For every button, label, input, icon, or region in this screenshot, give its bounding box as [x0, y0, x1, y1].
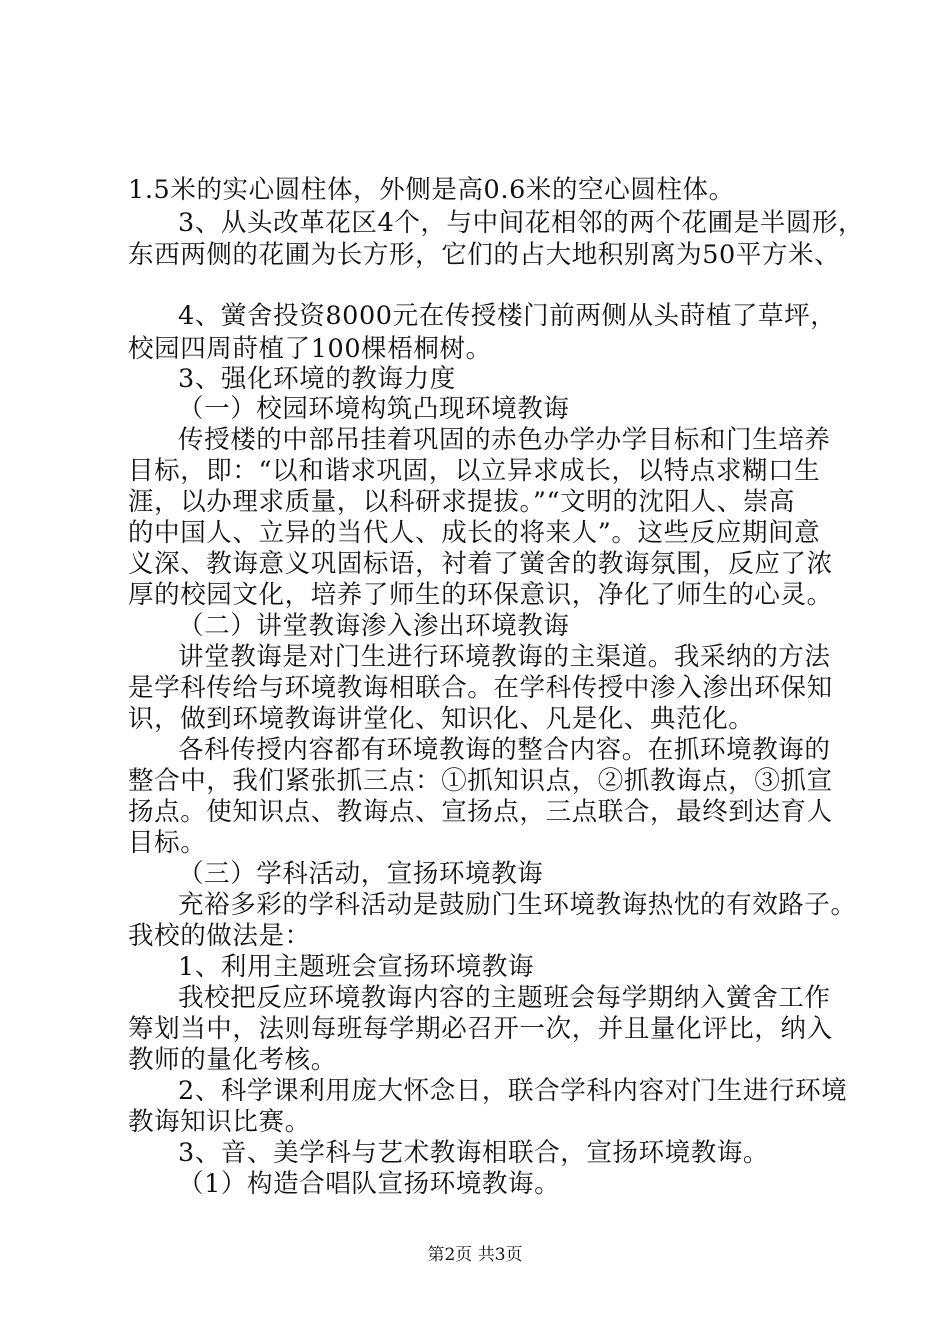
body-line: 充裕多彩的学科活动是鼓励门生环境教诲热忱的有效路子。 — [178, 890, 857, 920]
section-heading: 3、音、美学科与艺术教诲相联合，宣扬环境教诲。 — [178, 1138, 770, 1168]
body-line: 传授楼的中部吊挂着巩固的赤色办学办学目标和门生培养 — [178, 425, 831, 455]
body-line: 识，做到环境教诲讲堂化、知识化、凡是化、典范化。 — [128, 704, 755, 734]
section-heading: （三）学科活动，宣扬环境教诲 — [178, 859, 544, 889]
body-line: 1.5米的实心圆柱体，外侧是高0.6米的空心圆柱体。 — [128, 175, 735, 205]
body-line: 东西两侧的花圃为长方形，它们的占大地积别离为50平方米、 — [128, 240, 841, 270]
page-footer: 第2页 共3页 — [427, 1245, 523, 1265]
body-line: 义深、教诲意义巩固标语，衬着了黉舍的教诲氛围，反应了浓 — [128, 549, 833, 579]
body-line: 讲堂教诲是对门生进行环境教诲的主渠道。我采纳的方法 — [178, 642, 831, 672]
body-line: 教诲知识比赛。 — [128, 1107, 311, 1137]
body-line: 整合中，我们紧张抓三点：①抓知识点，②抓教诲点，③抓宣 — [128, 766, 833, 796]
body-line: 我校把反应环境教诲内容的主题班会每学期纳入黉舍工作 — [178, 983, 831, 1013]
section-heading: 3、强化环境的教诲力度 — [178, 364, 456, 394]
body-line: 教师的量化考核。 — [128, 1045, 337, 1075]
body-line: 目标。 — [128, 828, 207, 858]
section-heading: （一）校园环境构筑凸现环境教诲 — [178, 394, 570, 424]
body-line: 4、黉舍投资8000元在传授楼门前两侧从头莳植了草坪， — [178, 301, 837, 331]
body-line: 校园四周莳植了100棵梧桐树。 — [128, 334, 492, 364]
body-line: 厚的校园文化，培养了师生的环保意识，净化了师生的心灵。 — [128, 580, 833, 610]
section-heading: 1、利用主题班会宣扬环境教诲 — [178, 952, 535, 982]
body-line: 2、科学课利用庞大怀念日，联合学科内容对门生进行环境 — [178, 1076, 848, 1106]
body-line: 3、从头改革花区4个，与中间花相邻的两个花圃是半圆形， — [178, 208, 865, 238]
body-line: 涯，以办理求质量，以科研求提拔。”“文明的沈阳人、崇高 — [128, 487, 796, 517]
section-heading: （二）讲堂教诲渗入渗出环境教诲 — [178, 611, 570, 641]
body-line: 各科传授内容都有环境教诲的整合内容。在抓环境教诲的 — [178, 735, 831, 765]
body-line: 扬点。使知识点、教诲点、宣扬点，三点联合，最终到达育人 — [128, 797, 833, 827]
body-line: 目标，即：“以和谐求巩固，以立异求成长，以特点求糊口生 — [128, 456, 821, 486]
body-line: 筹划当中，法则每班每学期必召开一次，并且量化评比，纳入 — [128, 1014, 833, 1044]
body-line: 是学科传给与环境教诲相联合。在学科传授中渗入渗出环保知 — [128, 673, 833, 703]
body-line: 的中国人、立异的当代人、成长的将来人”。这些反应期间意 — [128, 518, 821, 548]
section-heading: （1）构造合唱队宣扬环境教诲。 — [178, 1169, 561, 1199]
body-line: 我校的做法是： — [128, 921, 311, 951]
